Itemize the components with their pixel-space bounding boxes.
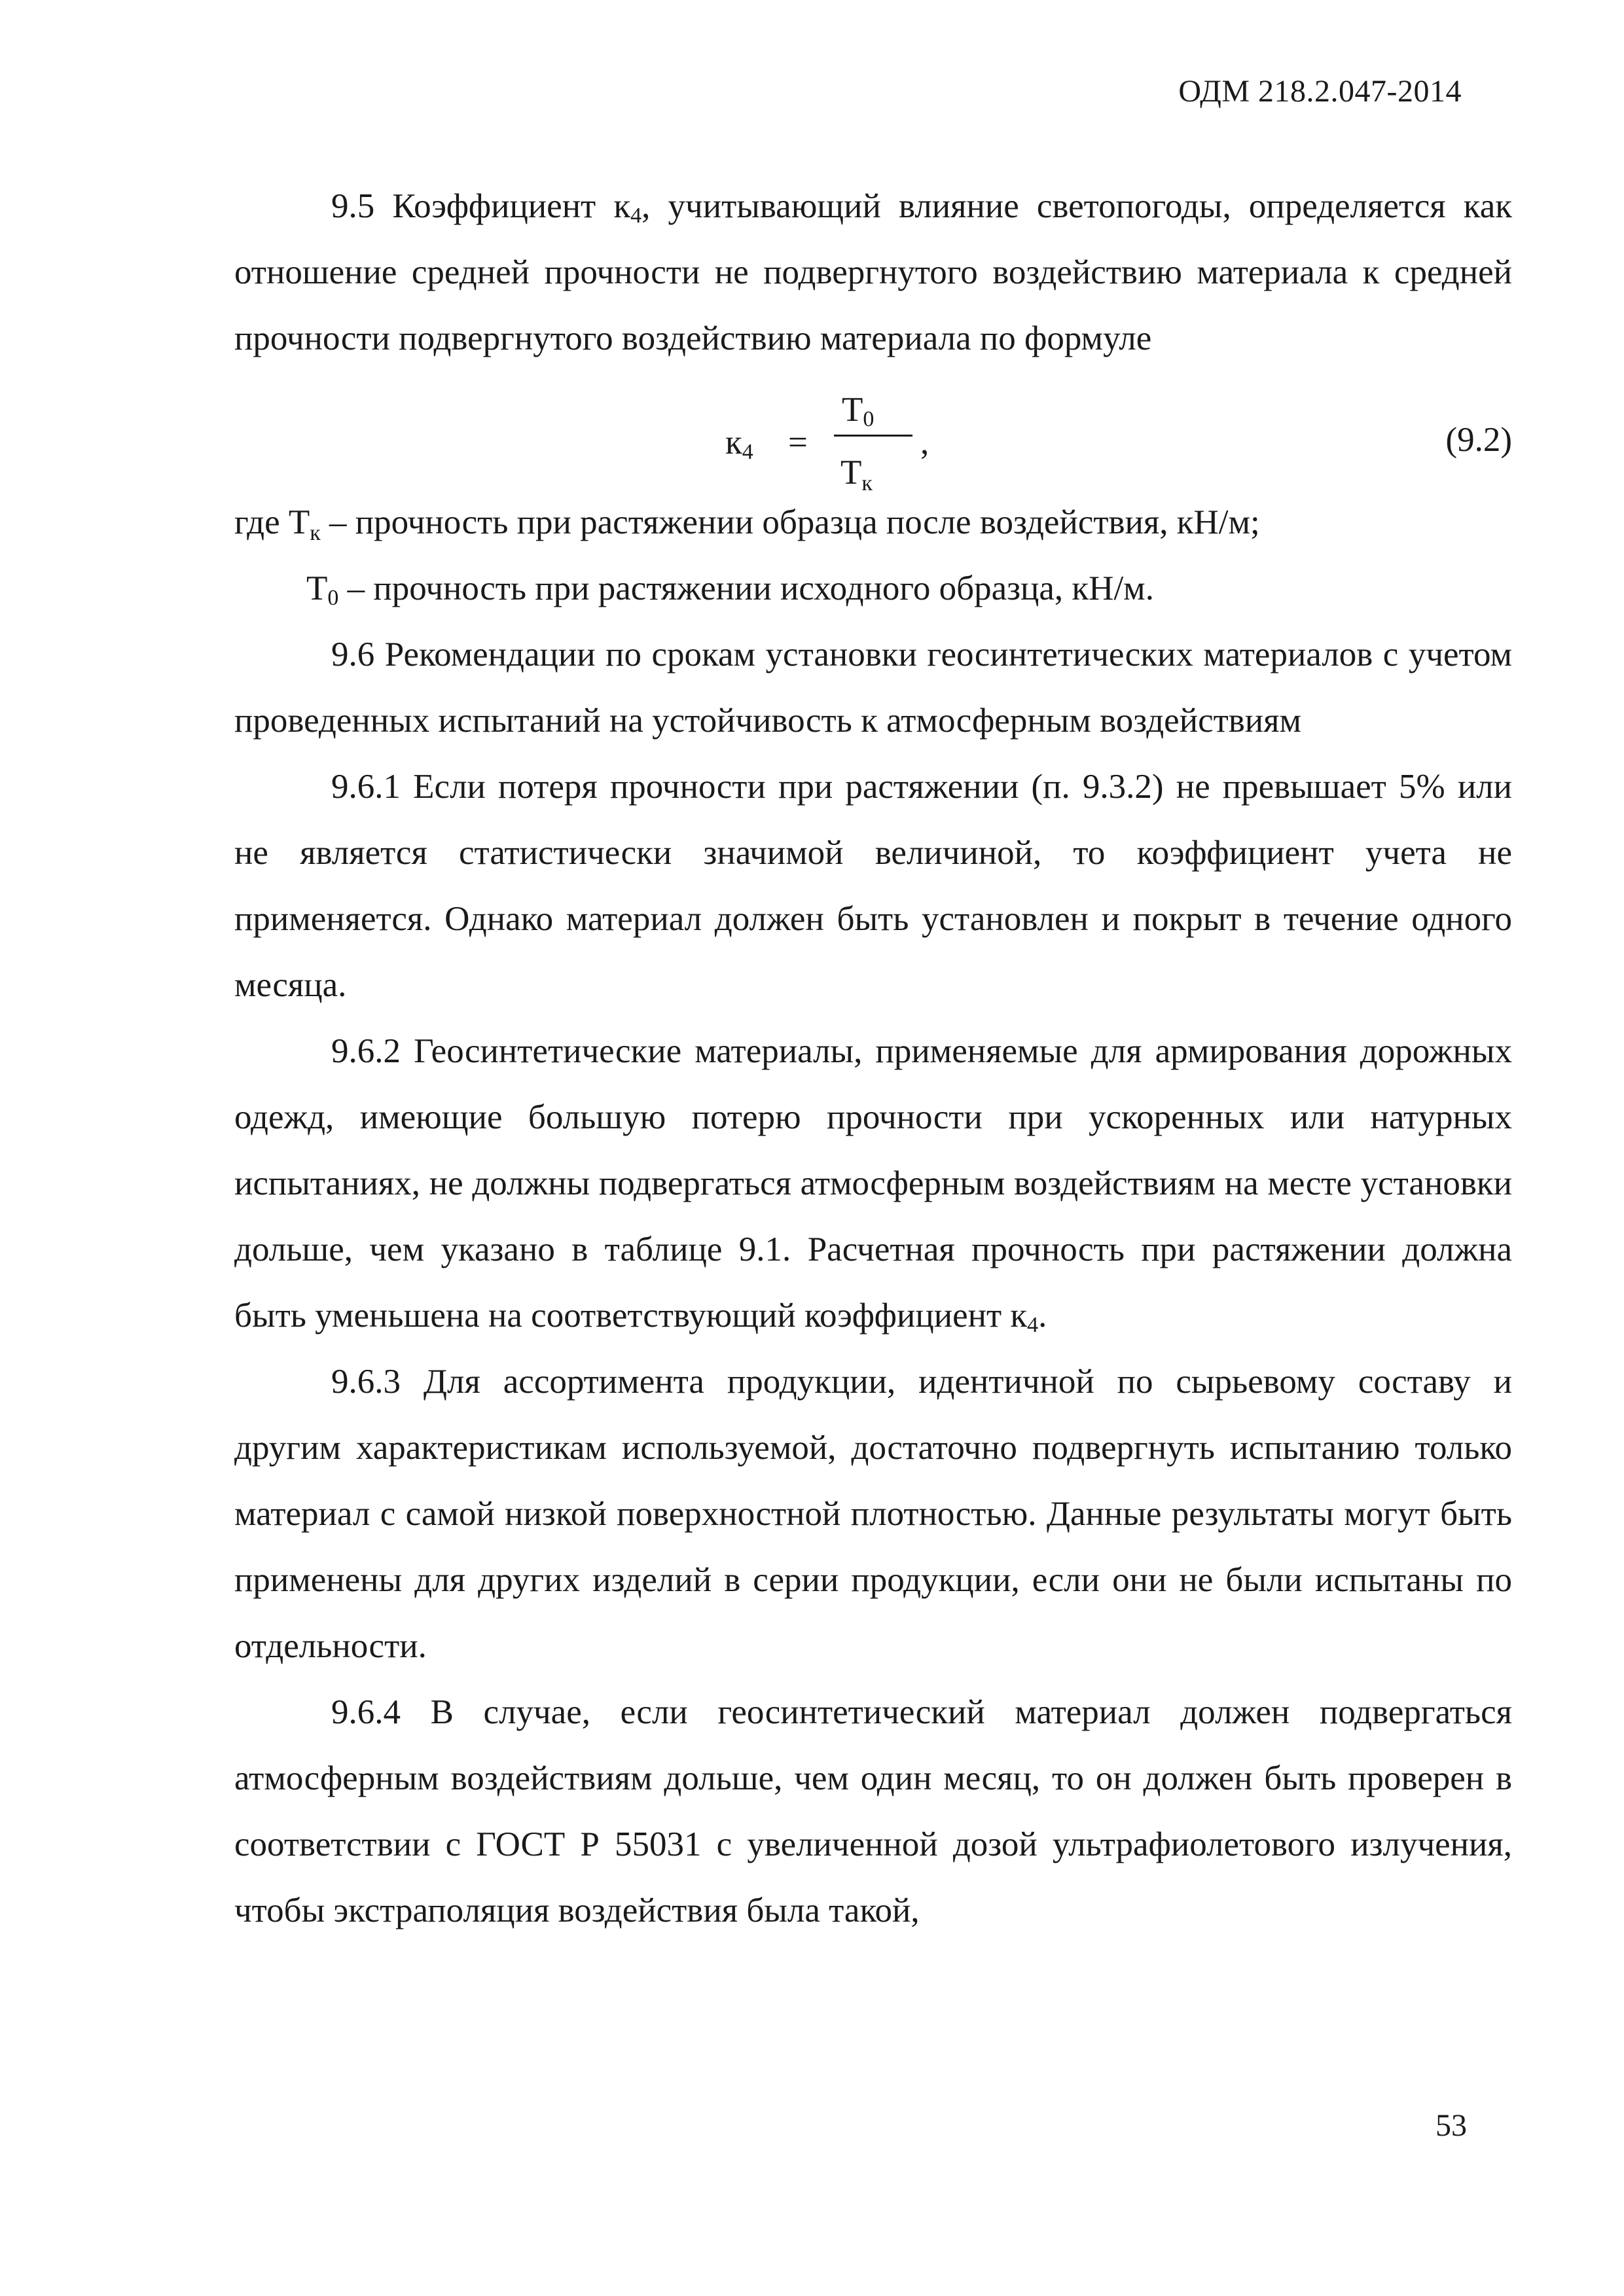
definition-t-0-subscript: 0 <box>327 586 339 610</box>
formula-9-2 <box>725 372 1512 495</box>
formula-lhs <box>725 410 753 476</box>
definition-t-k-lead: где Т <box>234 503 310 541</box>
formula-9-2-row <box>234 372 1512 495</box>
paragraph-9-6-2-subscript: 4 <box>1027 1313 1039 1337</box>
paragraph-9-6-1: 9.6.1 Если потеря прочности при растяжении (п. 9.3.2) не превышает 5% или не является статистически значимой величиной, то коэффициент учета не применяется. Однако материал должен быть установлен и покрыт в течение одного месяца. <box>234 768 1512 1004</box>
paragraph-9-5-subscript: 4 <box>630 204 642 228</box>
document-code-header: ОДМ 218.2.047-2014 <box>1178 74 1462 109</box>
formula-fraction-bar <box>834 435 912 437</box>
paragraph-9-5-text: , учитывающий влияние светопогоды, определяется как отношение средней прочности не подвергнутого воздействию материала к средней прочности подвергнутого воздействию материала по формуле <box>234 187 1512 357</box>
definition-t-k <box>234 490 1512 556</box>
paragraph-9-6: 9.6 Рекомендации по срокам установки геосинтетических материалов с учетом проведенных испытаний на устойчивость к атмосферным воздействиям <box>234 636 1512 740</box>
definition-t-k-subscript: к <box>310 521 321 545</box>
formula-numerator-subscript: 0 <box>863 407 875 431</box>
formula-comma: , <box>920 423 929 461</box>
formula-lhs-subscript: 4 <box>742 440 753 464</box>
paragraph-9-6-2-text: 9.6.2 Геосинтетические материалы, применяемые для армирования дорожных одежд, имеющие большую потерю прочности при ускоренных или натурных испытаниях, не должны подвергаться атмосферным воздействиям на месте установки дольше, чем указано в таблице 9.1. Расчетная прочность при растяжении должна быть уменьшена на соответствующий коэффициент к <box>234 1032 1512 1335</box>
page-number: 53 <box>1435 2108 1467 2143</box>
paragraph-9-6-3: 9.6.3 Для ассортимента продукции, идентичной по сырьевому составу и другим характеристикам используемой, достаточно подвергнуть испытанию только материал с самой низкой поверхностной плотностью. Данные результаты могут быть применены для других изделий в серии продукции, если они не были испытаны по отдельности. <box>234 1363 1512 1665</box>
formula-numerator <box>842 377 874 443</box>
formula-lhs-symbol: к <box>725 423 742 461</box>
formula-equals-sign: = <box>788 423 808 461</box>
paragraph-9-5 <box>234 173 1512 372</box>
formula-numerator-symbol: Т <box>842 391 863 429</box>
definition-t-0-text: – прочность при растяжении исходного образца, кН/м. <box>338 569 1154 607</box>
paragraph-9-6-2-end: . <box>1038 1297 1047 1335</box>
formula-denominator <box>840 440 873 506</box>
document-body <box>234 173 1512 1944</box>
paragraph-9-6-4: 9.6.4 В случае, если геосинтетический материал должен подвергаться атмосферным воздействиям дольше, чем один месяц, то он должен быть проверен в соответствии с ГОСТ Р 55031 с увеличенной дозой ультрафиолетового излучения, чтобы экстраполяция воздействия была такой, <box>234 1693 1512 1929</box>
formula-denominator-subscript: к <box>861 471 873 495</box>
definition-t-0 <box>234 556 1512 622</box>
paragraph-9-6-2 <box>234 1018 1512 1349</box>
formula-number: (9.2) <box>1445 421 1512 459</box>
definition-t-0-lead: Т <box>306 569 328 607</box>
formula-denominator-symbol: Т <box>840 454 862 492</box>
paragraph-9-5-lead: 9.5 Коэффициент к <box>331 187 631 225</box>
definition-t-k-text: – прочность при растяжении образца после воздействия, кН/м; <box>320 503 1260 541</box>
